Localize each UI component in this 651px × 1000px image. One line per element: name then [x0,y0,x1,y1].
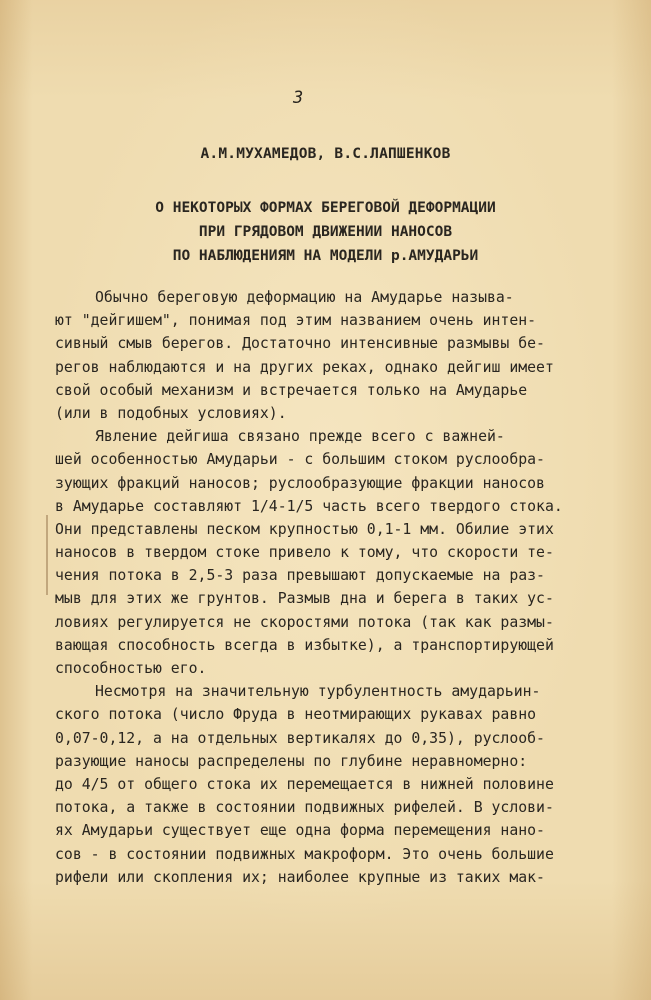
paragraph-3-line: до 4/5 от общего стока их перемещается в нижней половине [55,775,554,793]
paragraph-1-line: свой особый механизм и встречается только на Амударье [55,381,528,399]
title-line: ПРИ ГРЯДОВОМ ДВИЖЕНИИ НАНОСОВ [198,224,453,240]
body-text [55,286,575,889]
paragraph-3-line: ях Амударьи существует еще одна форма перемещения нано- [55,822,545,840]
paragraph-1-line: сивный смыв берегов. Достаточно интенсивные размывы бе- [55,335,545,353]
paragraph-2-line: Они представлены песком крупностью 0,1-1 мм. Обилие этих [55,520,554,538]
paragraph-2-line: способностью его. [55,660,207,677]
paragraph-1-line: (или в подобных условиях). [55,404,287,422]
paragraph-1-line: регов наблюдаются и на других реках, однако дейгиш имеет [55,358,554,376]
page-number: 3 [293,88,304,108]
paragraph-2-line: шей особенностью Амударьи - с большим стоком руслообра- [55,451,545,469]
paragraph-2-line: наносов в твердом стоке привело к тому, что скорости те- [55,544,554,562]
paragraph-2-line: Явление дейгиша связано прежде всего с важней- [95,428,505,446]
paragraph-2-line: зующих фракций наносов; руслообразующие фракции наносов [55,474,545,492]
paragraph-2-line: мыв для этих же грунтов. Размыв дна и берега в таких ус- [55,590,554,608]
paragraph-3-line: потока, а также в состоянии подвижных рифелей. В услови- [55,799,554,817]
margin-pencil-mark [46,515,48,595]
paragraph-3-line: разующие наносы распределены по глубине неравномерно: [55,752,528,770]
paragraph-3-line: сов - в состоянии подвижных макроформ. Это очень большие [55,845,554,863]
paragraph-2-line: ловиях регулируется не скоростями потока (так как размы- [55,613,554,631]
paragraph-1-line: ют "дейгишем", понимая под этим названием очень интен- [55,312,537,330]
paragraph-2-line: чения потока в 2,5-3 раза превышают допускаемые на раз- [55,567,545,585]
title-line: ПО НАБЛЮДЕНИЯМ НА МОДЕЛИ р.АМУДАРЬИ [172,248,479,264]
paragraph-1-line: Обычно береговую деформацию на Амударье называ- [95,289,514,306]
article-title [0,196,651,268]
paragraph-3-line: рифели или скопления их; наиболее крупные из таких мак- [55,868,545,886]
authors: А.М.МУХАМЕДОВ, В.С.ЛАПШЕНКОВ [200,146,451,162]
title-line: О НЕКОТОРЫХ ФОРМАХ БЕРЕГОВОЙ ДЕФОРМАЦИИ [155,200,496,216]
paragraph-2-line: вающая способность всегда в избытке), а транспортирующей [55,636,554,654]
paragraph-3-line: 0,07-0,12, а на отдельных вертикалях до 0,35), руслооб- [55,729,545,747]
paragraph-2-line: в Амударье составляют 1/4-1/5 часть всего твердого стока. [55,497,563,515]
paragraph-3-line: ского потока (число Фруда в неотмирающих рукавах равно [55,706,537,724]
paragraph-3-line: Несмотря на значительную турбулентность амударьин- [95,683,541,701]
